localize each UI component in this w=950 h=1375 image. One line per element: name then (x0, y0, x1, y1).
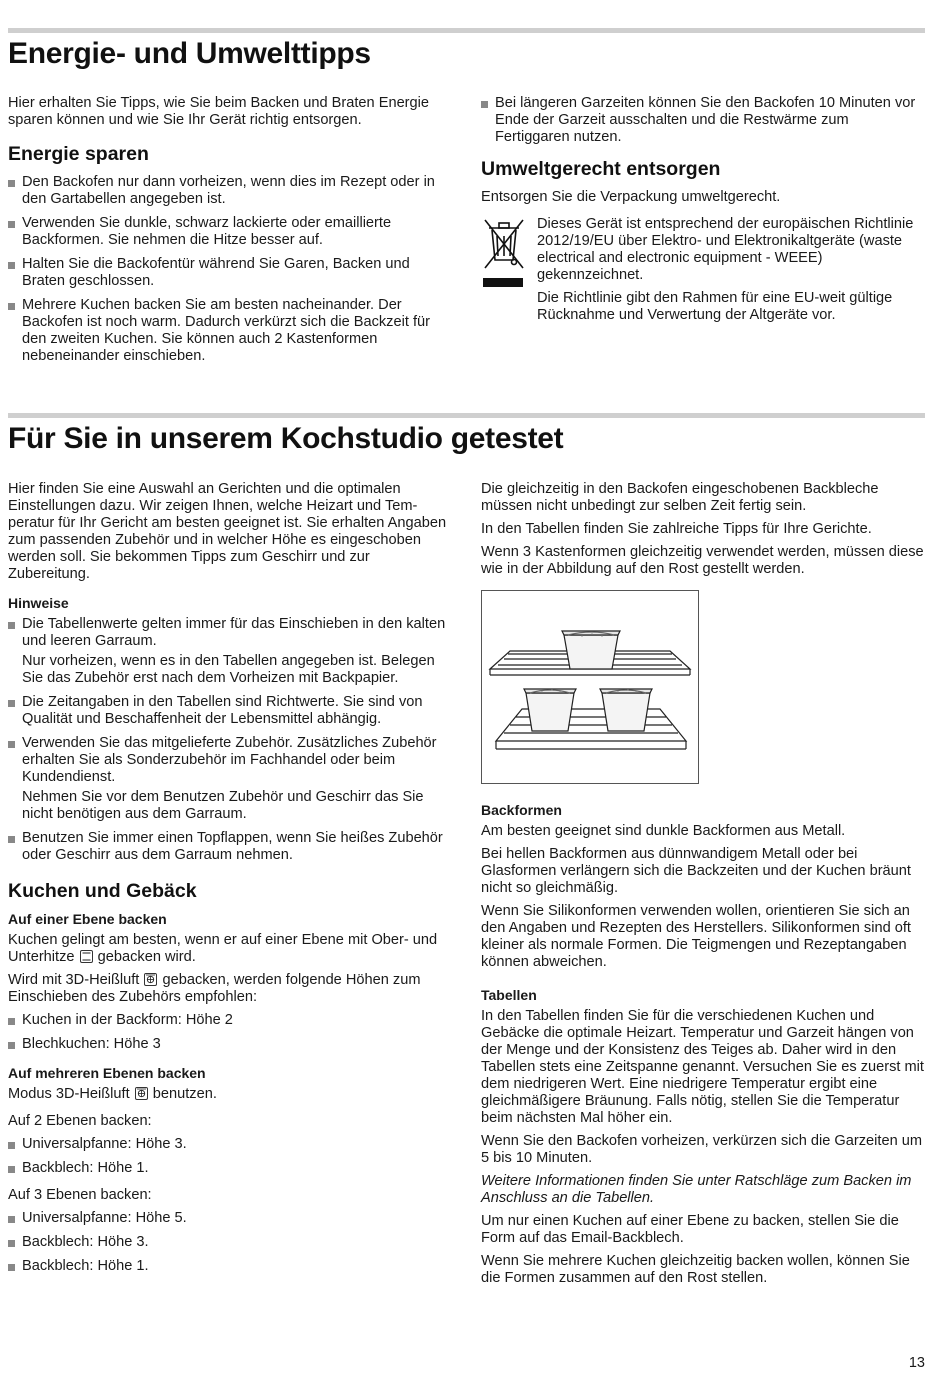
weee-symbol (481, 216, 525, 330)
hinweis-subtext: Nur vorheizen, wenn es in den Tabellen angegeben ist. Belegen Sie das Zubehör erst nach dem Vorheizen mit Backpapier. (22, 653, 435, 686)
section-title-kochstudio: Für Sie in unserem Kochstudio getestet (8, 422, 564, 455)
hinweis-subtext: Nehmen Sie vor dem Benutzen Zubehör und Geschirr das Sie nicht benötigen aus dem Garraum. (22, 789, 424, 822)
3d-hot-air-icon (144, 973, 157, 986)
kochstudio-left-column (8, 481, 453, 1282)
drei-ebenen-list (8, 1210, 453, 1275)
page-number: 13 (908, 1355, 925, 1371)
mehrere-paragraph (8, 1086, 453, 1103)
list-item: Verwenden Sie dunkle, schwarz lackierte oder emaillierte Backformen. Sie nehmen die Hitze besser auf. (8, 215, 453, 249)
mehrere-heading: Auf mehreren Ebenen backen (8, 1065, 206, 1081)
right-paragraph: Wenn 3 Kastenformen gleichzeitig verwendet werden, müssen diese wie in der Abbildung auf den Rost gestellt werden. (481, 544, 924, 577)
ebene-text: gebacken, werden folgende Höhen zum Einschieben des Zubehörs empfohlen: (8, 972, 421, 1005)
energie-list-continued (481, 95, 926, 146)
energie-sparen-heading: Energie sparen (8, 143, 149, 165)
hinweis-text: Verwenden Sie das mitgelieferte Zubehör. Zusätzliches Zubehör erhalten Sie als Sonderzubehör im Fachhandel oder beim Kundendienst. (22, 735, 437, 785)
mehrere-text: benutzen. (152, 1086, 217, 1102)
ebene-heading: Auf einer Ebene backen (8, 911, 167, 927)
section-rule-top (8, 28, 925, 33)
energie-left-column (8, 95, 453, 372)
list-item: Bei längeren Garzeiten können Sie den Backofen 10 Minuten vor Ende der Garzeit ausschalten und die Restwärme zum Fertiggaren nutzen. (481, 95, 926, 146)
kochstudio-right-column (481, 481, 926, 1293)
zwei-ebenen-label: Auf 2 Ebenen backen: (8, 1113, 152, 1129)
hinweis-text: Die Tabellenwerte gelten immer für das Einschieben in den kalten und leeren Garraum. (22, 616, 446, 649)
tabellen-paragraph: Wenn Sie mehrere Kuchen gleichzeitig backen wollen, können Sie die Formen zusammen auf den Rost stellen. (481, 1253, 910, 1286)
zwei-ebenen-list (8, 1136, 453, 1177)
backformen-heading: Backformen (481, 802, 562, 818)
ebene-paragraph (8, 972, 453, 1006)
drei-ebenen-label: Auf 3 Ebenen backen: (8, 1187, 152, 1203)
energie-intro: Hier erhalten Sie Tipps, wie Sie beim Backen und Braten Energie sparen können und wie Sie Ihr Gerät richtig entsorgen. (8, 95, 430, 128)
section-rule-kochstudio (8, 413, 925, 418)
tabellen-heading: Tabellen (481, 987, 537, 1003)
ebene-text: Wird mit 3D-Heißluft (8, 972, 140, 988)
backformen-paragraph: Wenn Sie Silikonformen verwenden wollen, orientieren Sie sich an den Angaben und Rezepten des Herstellers. Silikonformen sind oft kleiner als normale Formen. Die Teigmengen und Rezeptangaben können abweichen. (481, 903, 911, 970)
list-item: Backblech: Höhe 1. (8, 1160, 453, 1177)
section-title-energie: Energie- und Umwelttipps (8, 37, 371, 70)
weee-text (537, 216, 926, 330)
list-item: Blechkuchen: Höhe 3 (8, 1036, 453, 1053)
list-item: Den Backofen nur dann vorheizen, wenn dies im Rezept oder in den Gartabellen angegeben ist. (8, 174, 453, 208)
list-item: Kuchen in der Backform: Höhe 2 (8, 1012, 453, 1029)
kochstudio-intro: Hier finden Sie eine Auswahl an Gerichten und die optimalen Einstellungen dazu. Wir zeigen Ihnen, welche Heizart und Temperatur für Ihr Gericht am besten geeignet ist. Sie erhalten Angaben zum passenden Zubehör und in welcher Höhe es eingeschoben werden soll. Sie bekommen Tipps zum Geschirr und zur Zubereitung. (8, 481, 447, 582)
list-item: Backblech: Höhe 1. (8, 1258, 453, 1275)
energie-right-column (481, 95, 926, 330)
ebene-text: gebacken wird. (97, 949, 196, 965)
mehrere-text: Modus 3D-Heißluft (8, 1086, 130, 1102)
crossed-out-bin-icon (481, 216, 525, 292)
backformen-paragraph: Bei hellen Backformen aus dünnwandigem Metall oder bei Glasformen verlängern sich die Backzeiten und der Kuchen bräunt nicht so gleichmäßig. (481, 846, 911, 896)
tabellen-paragraph: In den Tabellen finden Sie für die verschiedenen Kuchen und Gebäcke die optimale Heizart. Temperatur und Garzeit hängen von der Menge und der Konsistenz des Teiges ab. Daher wird in den Tabellen stets eine Zeitspanne genannt. Versuchen Sie es zuerst mit dem niedrigeren Wert. Eine niedrigere Temperatur ergibt eine gleichmäßigere Bräunung. Falls nötig, stellen Sie die Temperatur beim nächsten Mal höher ein. (481, 1008, 924, 1126)
tabellen-note: Weitere Informationen finden Sie unter Ratschläge zum Backen im Anschluss an die Tabellen. (481, 1173, 912, 1206)
weee-block (481, 216, 926, 330)
kuchen-heading: Kuchen und Gebäck (8, 880, 197, 902)
umwelt-heading: Umweltgerecht entsorgen (481, 158, 721, 180)
umwelt-intro: Entsorgen Sie die Verpackung umweltgerecht. (481, 189, 781, 205)
right-paragraph: Die gleichzeitig in den Backofen eingeschobenen Backbleche müssen nicht unbedingt zur selben Zeit fertig sein. (481, 481, 879, 514)
list-item: Die Zeitangaben in den Tabellen sind Richtwerte. Sie sind von Qualität und Beschaffenheit der Lebensmittel abhängig. (8, 694, 453, 728)
list-item: Mehrere Kuchen backen Sie am besten nacheinander. Der Backofen ist noch warm. Dadurch verkürzt sich die Backzeit für den zweiten Kuchen. Sie können auch 2 Kastenformen nebeneinander einschieben. (8, 297, 453, 365)
list-item: Halten Sie die Backofentür während Sie Garen, Backen und Braten geschlossen. (8, 256, 453, 290)
ebene-text: Kuchen gelingt am besten, wenn er auf einer Ebene mit Ober- und Unterhitze (8, 932, 438, 965)
hinweise-list (8, 616, 453, 864)
right-paragraph: In den Tabellen finden Sie zahlreiche Tipps für Ihre Gerichte. (481, 521, 872, 537)
tabellen-paragraph: Wenn Sie den Backofen vorheizen, verkürzen sich die Garzeiten um 5 bis 10 Minuten. (481, 1133, 923, 1166)
3d-hot-air-icon (135, 1087, 148, 1100)
list-item: Universalpfanne: Höhe 3. (8, 1136, 453, 1153)
top-bottom-heat-icon (80, 950, 93, 963)
weee-paragraph: Dieses Gerät ist entsprechend der europäischen Richtlinie 2012/19/EU über Elektro- und Elektronikaltgeräte (waste electrical and electronic equipment - WEEE) gekennzeichnet. (537, 216, 914, 283)
ebene-list (8, 1012, 453, 1053)
list-item (8, 735, 453, 823)
energie-list (8, 174, 453, 365)
hinweise-heading: Hinweise (8, 595, 69, 611)
tabellen-paragraph: Um nur einen Kuchen auf einer Ebene zu backen, stellen Sie die Form auf das Email-Backblech. (481, 1213, 899, 1246)
ebene-paragraph (8, 932, 453, 966)
weee-paragraph: Die Richtlinie gibt den Rahmen für eine EU-weit gültige Rücknahme und Verwertung der Altgeräte vor. (537, 290, 893, 323)
list-item: Universalpfanne: Höhe 5. (8, 1210, 453, 1227)
baking-tins-illustration (481, 590, 699, 784)
list-item (8, 616, 453, 687)
backformen-paragraph: Am besten geeignet sind dunkle Backformen aus Metall. (481, 823, 846, 839)
list-item: Benutzen Sie immer einen Topflappen, wenn Sie heißes Zubehör oder Geschirr aus dem Garraum nehmen. (8, 830, 453, 864)
list-item: Backblech: Höhe 3. (8, 1234, 453, 1251)
